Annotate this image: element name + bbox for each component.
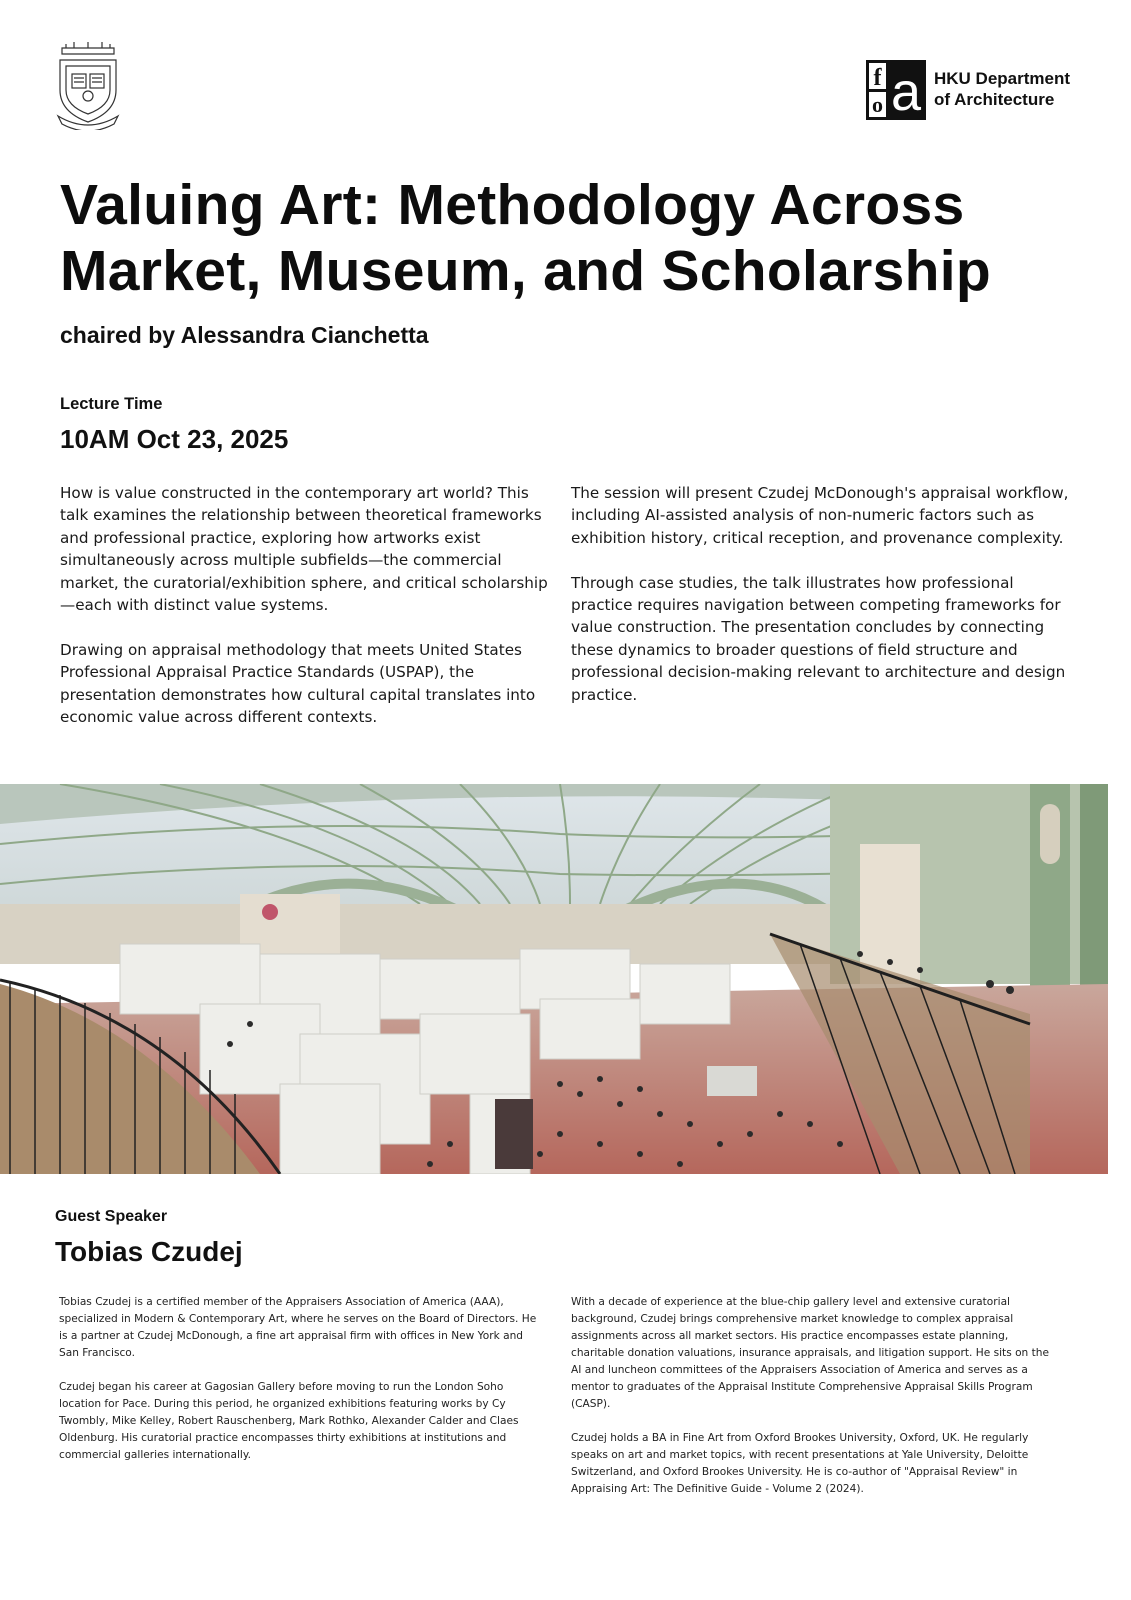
event-title-line-1: Valuing Art: Methodology Across: [60, 173, 965, 237]
dept-architecture-logo: [866, 60, 1106, 124]
svg-text:a: a: [890, 62, 922, 120]
speaker-bio-left: [59, 1294, 541, 1481]
abstract-paragraph: Drawing on appraisal methodology that meets United States Professional Appraisal Practice Standards (USPAP), the presentation demonstrates how cultural capital translates into economic value across different contexts.: [60, 640, 536, 727]
hku-crest-logo: [52, 42, 124, 130]
abstract-left-column: [60, 482, 550, 751]
event-title: [60, 172, 1100, 304]
event-title-line-2: Market, Museum, and Scholarship: [60, 239, 992, 303]
abstract-paragraph: Through case studies, the talk illustrates how professional practice requires navigation between competing frameworks for value construction. The presentation concludes by connecting these dynamics to broader questions of field structure and professional decision-making relevant to architecture and design practice.: [571, 573, 1066, 704]
speaker-bio-right: [571, 1294, 1059, 1515]
svg-text:f: f: [873, 65, 882, 91]
lecture-time-value: 10AM Oct 23, 2025: [60, 424, 289, 454]
guest-speaker-name: Tobias Czudej: [55, 1236, 243, 1267]
foa-logo-mark: [866, 60, 926, 120]
guest-speaker-label: Guest Speaker: [55, 1208, 168, 1225]
art-fair-hall-photo: [0, 784, 1108, 1174]
dept-name: HKU Department of Architecture: [934, 69, 1071, 109]
bio-paragraph: Czudej began his career at Gagosian Gallery before moving to run the London Soho location for Pace. During this period, he organized exhibitions featuring works by Cy Twombly, Mike Kelley, Robert Rauschenberg, Mark Rothko, Alexander Calder and Claes Oldenburg. His curatorial practice encompasses thirty exhibitions at institutions and commercial galleries internationally.: [59, 1381, 519, 1461]
bio-paragraph: With a decade of experience at the blue-chip gallery level and extensive curatorial background, Czudej brings comprehensive market knowledge to complex appraisal assignments across all market sectors. His practice encompasses estate planning, charitable donation valuations, insurance appraisals, and litigation support. He sits on the AI and luncheon committees of the Appraisers Association of America and serves as a mentor to graduates of the Appraisal Institute Comprehensive Appraisal Skills Program (CASP).: [571, 1296, 1050, 1410]
abstract-right-column: [571, 482, 1071, 728]
bio-paragraph: Czudej holds a BA in Fine Art from Oxford Brookes University, Oxford, UK. He regularly speaks on art and market topics, with recent presentations at Yale University, Deloitte Switzerland, and Oxford Brookes University. He is co-author of "Appraisal Review" in Appraising Art: The Definitive Guide - Volume 2 (2024).: [571, 1432, 1029, 1495]
abstract-paragraph: The session will present Czudej McDonough's appraisal workflow, including AI-assisted analysis of non-numeric factors such as exhibition history, critical reception, and provenance complexity.: [571, 484, 1069, 547]
abstract-paragraph: How is value constructed in the contemporary art world? This talk examines the relationship between theoretical frameworks and professional practice, exploring how artworks exist simultaneously across multiple subfields—the commercial market, the curatorial/exhibition sphere, and critical scholarship—each with distinct value systems.: [60, 484, 548, 615]
lecture-time-label: Lecture Time: [60, 395, 163, 413]
chair-line: chaired by Alessandra Cianchetta: [60, 322, 429, 348]
bio-paragraph: Tobias Czudej is a certified member of the Appraisers Association of America (AAA), specialized in Modern & Contemporary Art, where he serves on the Board of Directors. He is a partner at Czudej McDonough, a fine art appraisal firm with offices in New York and San Francisco.: [59, 1296, 537, 1359]
svg-text:o: o: [872, 92, 883, 117]
